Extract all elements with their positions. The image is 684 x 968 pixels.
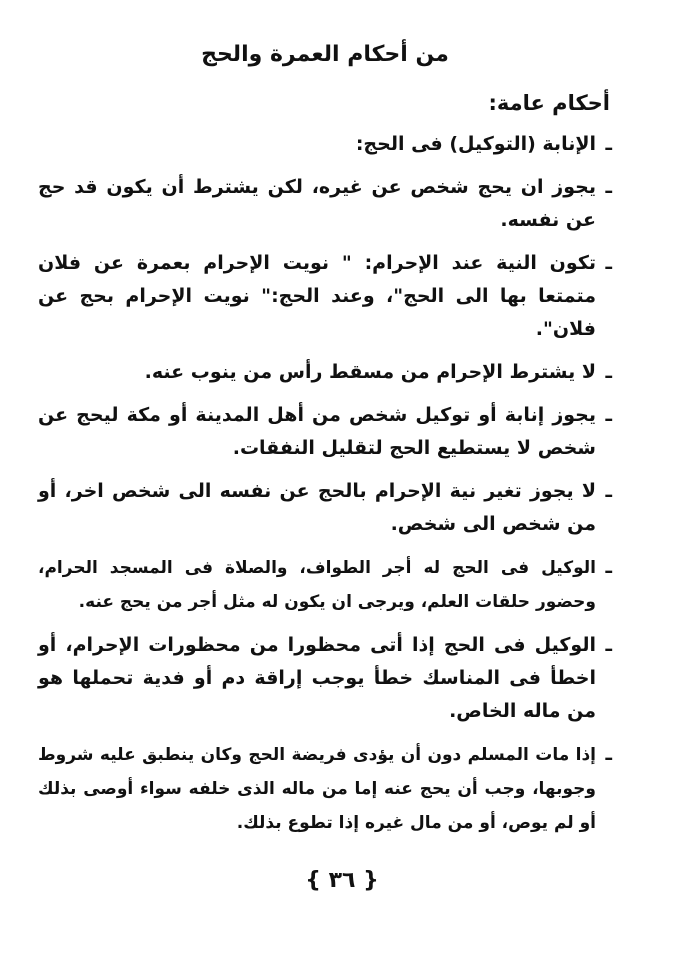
bullet-dash: ـ xyxy=(605,252,612,274)
list-item-text: الوكيل فى الحج له أجر الطواف، والصلاة فى المسجد الحرام، وحضور حلقات العلم، ويرجى ان يكون له مثل أجر من يحج عنه. xyxy=(38,558,596,612)
page-number: { ٣٦ } xyxy=(305,868,379,893)
list-item xyxy=(38,247,612,346)
list-item xyxy=(38,128,612,161)
list-item xyxy=(38,629,612,728)
list-item xyxy=(38,171,612,237)
list-item-text: يجوز ان يحج شخص عن غيره، لكن يشترط أن يكون قد حج عن نفسه. xyxy=(38,176,596,231)
list-item-text: الإنابة (التوكيل) فى الحج: xyxy=(355,133,596,155)
bullet-dash: ـ xyxy=(605,634,612,656)
list-item xyxy=(38,356,612,389)
list-item xyxy=(38,551,612,619)
bullet-dash: ـ xyxy=(605,404,612,426)
bullet-dash: ـ xyxy=(605,743,612,765)
list-item-text: إذا مات المسلم دون أن يؤدى فريضة الحج وكان ينطبق عليه شروط وجوبها، وجب أن يحج عنه إما من ماله الذى خلفه سواء أوصى بذلك أو لم يوص، أو من مال غيره إذا تطوع بذلك. xyxy=(38,745,596,833)
bullet-dash: ـ xyxy=(605,176,612,198)
list-item xyxy=(38,738,612,840)
rules-list xyxy=(38,128,612,840)
bullet-dash: ـ xyxy=(605,480,612,502)
bullet-dash: ـ xyxy=(605,556,612,578)
list-item-text: الوكيل فى الحج إذا أتى محظورا من محظورات الإحرام، أو اخطأ فى المناسك خطأ يوجب إراقة دم أو فدية تحملها هو من ماله الخاص. xyxy=(38,634,596,722)
page-title: من أحكام العمرة والحج xyxy=(201,42,449,67)
section-heading: أحكام عامة: xyxy=(488,91,610,115)
bullet-dash: ـ xyxy=(605,361,612,383)
bullet-dash: ـ xyxy=(605,133,612,155)
list-item-text: تكون النية عند الإحرام: " نويت الإحرام بعمرة عن فلان متمتعا بها الى الحج"، وعند الحج:" نويت الإحرام بحج عن فلان". xyxy=(38,252,596,340)
list-item xyxy=(38,475,612,541)
list-item-text: لا يشترط الإحرام من مسقط رأس من ينوب عنه. xyxy=(144,361,596,383)
list-item-text: يجوز إنابة أو توكيل شخص من أهل المدينة أو مكة ليحج عن شخص لا يستطيع الحج لتقليل النفقات. xyxy=(38,404,596,459)
list-item xyxy=(38,399,612,465)
list-item-text: لا يجوز تغير نية الإحرام بالحج عن نفسه الى شخص اخر، أو من شخص الى شخص. xyxy=(38,480,596,535)
